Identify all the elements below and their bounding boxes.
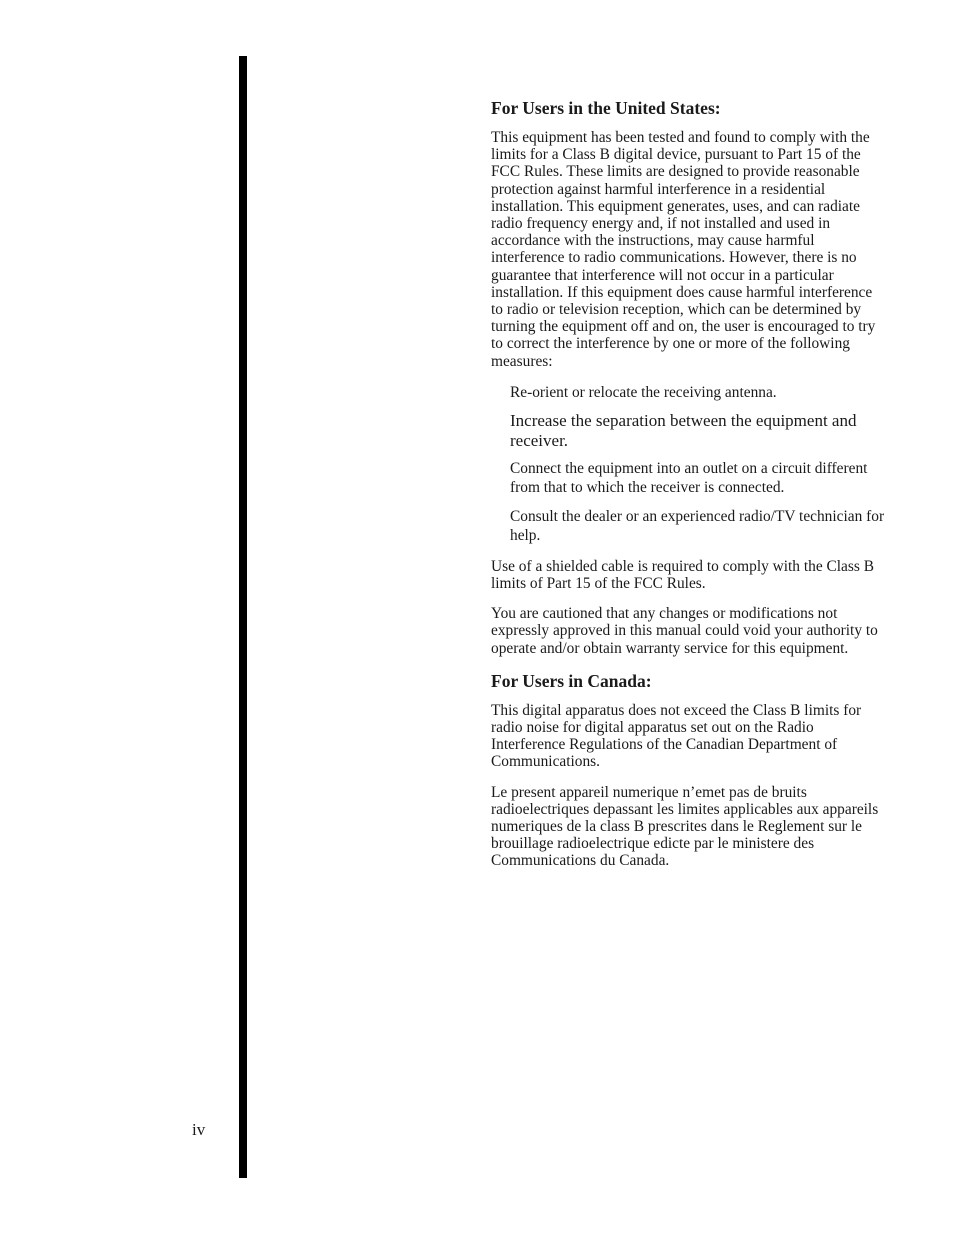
- page-number: iv: [192, 1120, 206, 1139]
- list-item: Consult the dealer or an experienced radio/TV technician for help.: [510, 507, 885, 545]
- measures-list: [491, 383, 886, 546]
- page-content: [491, 97, 886, 883]
- canada-section-heading: For Users in Canada:: [491, 670, 652, 691]
- list-item: Re-orient or relocate the receiving antenna.: [510, 383, 777, 401]
- canada-english-paragraph: This digital apparatus does not exceed the Class B limits for radio noise for digital apparatus set out on the Radio Interference Regulations of the Canadian Department of Communications.: [491, 701, 862, 771]
- shielded-cable-paragraph: Use of a shielded cable is required to comply with the Class B limits of Part 15 of the FCC Rules.: [491, 557, 874, 592]
- us-section-heading: For Users in the United States:: [491, 98, 721, 118]
- canada-french-paragraph: Le present appareil numerique n’emet pas de bruits radioelectriques depassant les limites applicables aux appareils numeriques de la class B prescrites dans le Reglement sur le brouillage radioelectrique edicte par le ministere des Communications du Canada.: [491, 783, 879, 870]
- us-intro-paragraph: This equipment has been tested and found to comply with the limits for a Class B digital device, pursuant to Part 15 of the FCC Rules. These limits are designed to provide reasonable protection against harmful interference in a residential installation. This equipment generates, uses, and can radiate radio frequency energy and, if not installed and used in accordance with the instructions, may cause harmful interference to radio communications. However, there is no guarantee that interference will not occur in a particular installation. If this equipment does cause harmful interference to radio or television reception, which can be determined by turning the equipment off and on, the user is encouraged to try to correct the interference by one or more of the following measures:: [491, 129, 876, 370]
- list-item: Increase the separation between the equipment and receiver.: [510, 411, 857, 450]
- caution-paragraph: You are cautioned that any changes or modifications not expressly approved in this manual could void your authority to operate and/or obtain warranty service for this equipment.: [491, 605, 878, 657]
- list-item: Connect the equipment into an outlet on a circuit different from that to which the receiver is connected.: [510, 460, 868, 497]
- page-margin-bar: [239, 56, 247, 1178]
